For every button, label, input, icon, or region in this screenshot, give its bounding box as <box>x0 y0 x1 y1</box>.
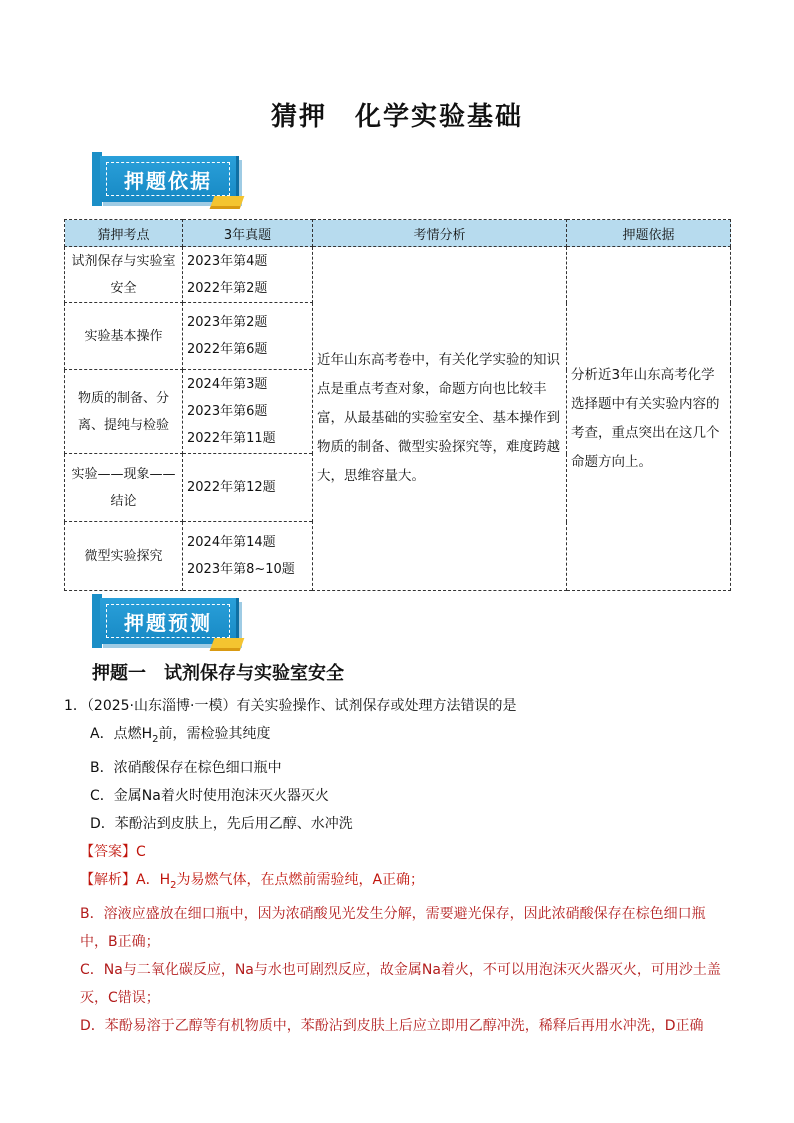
book-icon <box>210 196 245 209</box>
question-stem <box>64 692 730 720</box>
year-item: 2022年第11题 <box>187 431 276 446</box>
question-1 <box>64 692 730 1040</box>
table-cell-point: 微型实验探究 <box>65 522 183 591</box>
section-banner-basis <box>92 152 248 212</box>
table-cell-basis: 分析近3年山东高考化学选择题中有关实验内容的考查，重点突出在这几个命题方向上。 <box>567 247 731 591</box>
chem-subscript: 2 <box>152 733 159 745</box>
analysis-b: B．溶液应盛放在细口瓶中，因为浓硝酸见光发生分解，需要避光保存，因此浓硝酸保存在棕色细口瓶中，B正确； <box>80 905 706 950</box>
year-item: 2023年第6题 <box>187 404 268 419</box>
banner-label: 押题依据 <box>106 162 230 196</box>
table-cell-point: 实验——现象——结论 <box>65 454 183 522</box>
option-a-text: A．点燃 <box>90 726 142 742</box>
year-item: 2022年第6题 <box>187 342 268 357</box>
analysis-c: C．Na与二氧化碳反应，Na与水也可剧烈反应，故金属Na着火，不可以用泡沫灭火器灭火，可用沙土盖灭，C错误； <box>80 961 721 1006</box>
year-item: 2022年第2题 <box>187 280 268 296</box>
year-item: 2024年第14题 <box>187 535 276 550</box>
table-cell-years <box>183 303 313 370</box>
table-header-years: 3年真题 <box>183 220 313 247</box>
year-item: 2023年第2题 <box>187 315 268 330</box>
table-header-analysis: 考情分析 <box>313 220 567 247</box>
year-item: 2024年第3题 <box>187 377 268 392</box>
table-cell-analysis: 近年山东高考卷中，有关化学实验的知识点是重点考查对象，命题方向也比较丰富，从最基础的实验室安全、基本操作到物质的制备、微型实验探究等，难度跨越大，思维容量大。 <box>313 247 567 591</box>
answer-label: 【答案】 <box>80 843 136 860</box>
answer-value: C <box>136 843 146 860</box>
year-item: 2022年第12题 <box>187 480 276 495</box>
table-header-point: 猜押考点 <box>65 220 183 247</box>
question-number: 1． <box>64 698 87 714</box>
analysis-a <box>64 866 730 900</box>
table-cell-years <box>183 247 313 303</box>
year-item: 2023年第4题 <box>187 253 268 269</box>
analysis-d: D．苯酚易溶于乙醇等有机物质中，苯酚沾到皮肤上后应立即用乙醇冲洗，稀释后再用水冲洗，D正确 <box>80 1017 704 1034</box>
question-source: （2025·山东淄博·一模） <box>86 698 237 714</box>
table-header-basis: 押题依据 <box>567 220 731 247</box>
question-text: 有关实验操作、试剂保存或处理方法错误的是 <box>236 698 517 714</box>
year-item: 2023年第8~10题 <box>187 562 295 577</box>
option-a <box>64 720 730 754</box>
section-heading: 押题一 试剂保存与实验室安全 <box>92 663 344 684</box>
section-banner-predict <box>92 594 248 654</box>
chem-symbol: H <box>141 726 153 742</box>
option-d: D．苯酚沾到皮肤上，先后用乙醇、水冲洗 <box>90 815 353 832</box>
option-a-text-end: 前，需检验其纯度 <box>158 726 271 742</box>
page-title: 猜押 化学实验基础 <box>270 102 523 132</box>
option-c: C．金属Na着火时使用泡沫灭火器灭火 <box>90 787 329 804</box>
basis-table <box>64 219 731 591</box>
table-row <box>65 247 731 303</box>
table-cell-years <box>183 370 313 454</box>
banner-label: 押题预测 <box>106 604 230 638</box>
table-cell-years <box>183 522 313 591</box>
chem-subscript: 2 <box>170 879 177 891</box>
analysis-a-text: A．H <box>136 871 171 888</box>
answer-line <box>64 838 730 866</box>
option-b: B．浓硝酸保存在棕色细口瓶中 <box>90 759 282 776</box>
table-cell-years <box>183 454 313 522</box>
table-cell-point: 试剂保存与实验室安全 <box>65 247 183 303</box>
table-cell-point: 实验基本操作 <box>65 303 183 370</box>
table-cell-point: 物质的制备、分离、提纯与检验 <box>65 370 183 454</box>
book-icon <box>210 638 245 651</box>
analysis-a-text-end: 为易燃气体，在点燃前需验纯，A正确； <box>176 871 425 888</box>
table-header-row <box>65 220 731 247</box>
analysis-label: 【解析】 <box>80 871 136 888</box>
